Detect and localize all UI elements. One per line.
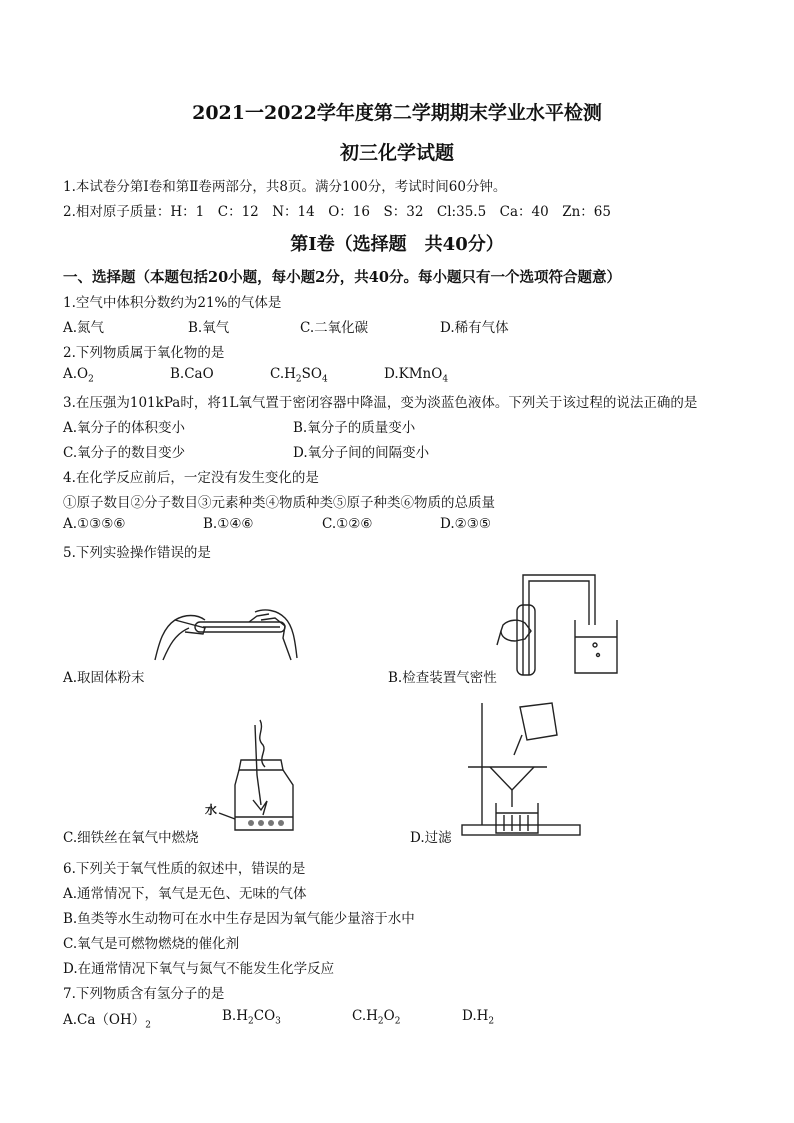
q6-option-a: A.通常情况下，氧气是无色、无味的气体 [63,886,307,902]
exam-subtitle: 初三化学试题 [339,142,454,164]
q1-option-c: C.二氧化碳 [300,320,369,336]
q1-option-b: B.氧气 [188,320,230,336]
q6-option-b: B.鱼类等水生动物可在水中生存是因为氧气能少量溶于水中 [63,911,415,927]
q4-option-b: B.①④⑥ [203,516,254,532]
q3-option-b: B.氧分子的质量变小 [293,420,416,436]
q7-option-a: $A.Ca(OH)_2$ [63,1012,151,1031]
q2-option-d: D.KMnO$_4$ [384,366,449,385]
q4-option-d: D.②③⑤ [440,516,491,532]
q5-option-c: C.细铁丝在氧气中燃烧 [63,830,199,846]
q2-option-c: $C.H_2SO_4$ [270,366,328,385]
q6-option-c: C.氧气是可燃物燃烧的催化剂 [63,936,240,952]
q3-option-d: D.氧分子间的间隔变小 [293,445,430,461]
note-1: 1.本试卷分第Ⅰ卷和第Ⅱ卷两部分，共8页。满分100分，考试时间60分钟。 [63,179,507,195]
q5-option-d: D.过滤 [410,830,452,846]
q5-option-a: A.取固体粉末 [63,670,145,686]
note-2: 2.相对原子质量：H：1 C：12 N：14 O：16 S：32 Cl:35.5 Ca：40 Zn：65 [63,204,611,220]
figure-airtight-illustration [495,565,625,680]
q6-stem: 6.下列关于氧气性质的叙述中，错误的是 [63,861,306,877]
q3-option-a: A.氧分子的体积变小 [63,420,186,436]
q4-option-a: A.①③⑤⑥ [63,516,126,532]
q3-stem: 3.在压强为101kPa时，将1L氧气置于密闭容器中降温，变为淡蓝色液体。下列关于该过程的说法正确的是 [63,395,698,411]
figure-filtration-illustration [432,695,582,840]
q1-option-a: A.氮气 [63,320,105,336]
part-heading: 一、选择题（本题包括20小题，每小题2分，共40分。每小题只有一个选项符合题意） [63,269,621,286]
q4-stem: 4.在化学反应前后，一定没有发生变化的是 [63,470,319,486]
figure-powder-illustration [145,598,305,668]
q3-option-c: C.氧分子的数目变少 [63,445,186,461]
q1-option-d: D.稀有气体 [440,320,509,336]
figure-iron-wire-illustration [205,715,300,835]
q6-option-d: D.在通常情况下氧气与氮气不能发生化学反应 [63,961,335,977]
q5-stem: 5.下列实验操作错误的是 [63,545,211,561]
section-heading: 第Ⅰ卷（选择题 共40分） [290,234,504,255]
exam-title: 2021一2022学年度第二学期期末学业水平检测 [192,102,602,124]
q5-option-b: B.检查装置气密性 [388,670,497,686]
q7-stem: 7.下列物质含有氢分子的是 [63,986,225,1002]
q7-option-b: $B.H_2CO_3$ [222,1008,281,1027]
q1-stem: 1.空气中体积分数约为21%的气体是 [63,295,282,311]
q2-option-b: B.CaO [170,366,214,382]
q4-list: ①原子数目②分子数目③元素种类④物质种类⑤原子种类⑥物质的总质量 [63,495,495,511]
q2-option-a: $A.O_2$ [63,366,94,385]
water-label: 水 [205,803,218,817]
q4-option-c: C.①②⑥ [322,516,373,532]
q7-option-d: $D.H_2$ [462,1008,495,1027]
q7-option-c: $C.H_2O_2$ [352,1008,401,1027]
q2-stem: 2.下列物质属于氧化物的是 [63,345,225,361]
